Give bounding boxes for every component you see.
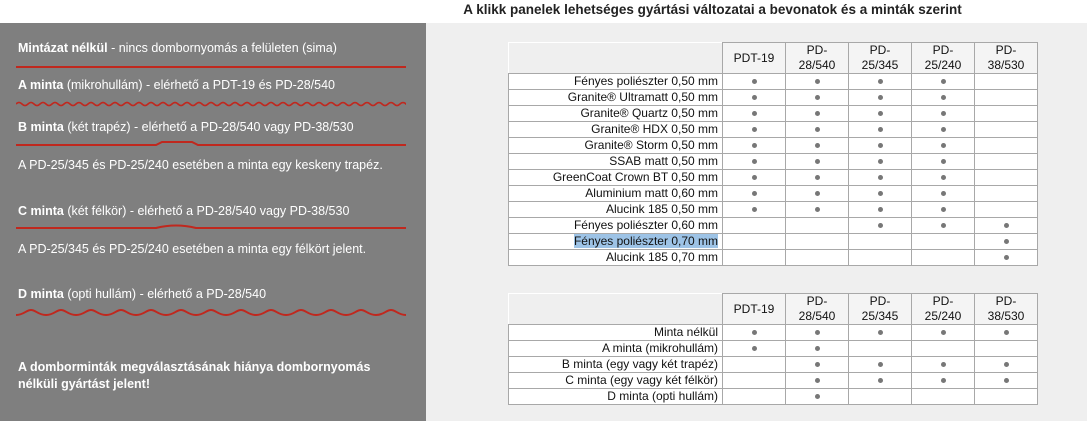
row-label — [509, 122, 723, 138]
availability-cell — [723, 357, 786, 373]
table-row — [509, 122, 1038, 138]
available-dot-icon — [752, 330, 757, 335]
availability-cell — [975, 250, 1038, 266]
pattern-table — [508, 293, 1038, 405]
availability-cell — [912, 202, 975, 218]
opti-wave-line-icon — [16, 309, 406, 317]
row-label-text: A minta (mikrohullám) — [601, 341, 718, 355]
page-title: A klikk panelek lehetséges gyártási változatai a bevonatok és a minták szerint — [463, 2, 962, 17]
availability-cell — [849, 389, 912, 405]
left-panel — [0, 23, 426, 421]
available-dot-icon — [752, 111, 757, 116]
availability-cell — [786, 202, 849, 218]
available-dot-icon — [815, 175, 820, 180]
available-dot-icon — [878, 378, 883, 383]
available-dot-icon — [815, 330, 820, 335]
available-dot-icon — [941, 362, 946, 367]
column-header: PD-38/530 — [975, 43, 1038, 74]
available-dot-icon — [1004, 223, 1009, 228]
availability-cell — [975, 218, 1038, 234]
row-label-text: Fényes poliészter 0,60 mm — [573, 218, 718, 232]
availability-cell — [975, 90, 1038, 106]
available-dot-icon — [878, 127, 883, 132]
availability-cell — [975, 154, 1038, 170]
row-label — [509, 202, 723, 218]
available-dot-icon — [941, 111, 946, 116]
pattern-b-text: B minta (két trapéz) - elérhető a PD-28/540 vagy PD-38/530 — [18, 120, 354, 134]
availability-cell — [723, 170, 786, 186]
available-dot-icon — [878, 111, 883, 116]
table-header-row — [509, 43, 1038, 74]
availability-cell — [723, 325, 786, 341]
availability-cell — [786, 154, 849, 170]
available-dot-icon — [815, 394, 820, 399]
available-dot-icon — [878, 191, 883, 196]
row-label-text: Granite® Storm 0,50 mm — [584, 138, 718, 152]
availability-cell — [786, 373, 849, 389]
available-dot-icon — [752, 127, 757, 132]
availability-cell — [912, 389, 975, 405]
row-label — [509, 373, 723, 389]
table-row — [509, 186, 1038, 202]
availability-cell — [723, 202, 786, 218]
table-row — [509, 373, 1038, 389]
availability-cell — [786, 170, 849, 186]
row-label-text: Granite® Quartz 0,50 mm — [580, 106, 718, 120]
row-label-text: D minta (opti hullám) — [607, 389, 718, 403]
row-label-text: Minta nélkül — [653, 325, 718, 339]
availability-cell — [849, 74, 912, 90]
availability-cell — [723, 389, 786, 405]
availability-cell — [849, 373, 912, 389]
table-row — [509, 154, 1038, 170]
row-label — [509, 170, 723, 186]
row-label — [509, 218, 723, 234]
available-dot-icon — [815, 191, 820, 196]
column-header: PDT-19 — [723, 43, 786, 74]
availability-cell — [849, 154, 912, 170]
availability-cell — [975, 122, 1038, 138]
availability-cell — [849, 170, 912, 186]
availability-cell — [912, 341, 975, 357]
available-dot-icon — [878, 362, 883, 367]
availability-cell — [912, 90, 975, 106]
column-header: PD-38/530 — [975, 294, 1038, 325]
availability-cell — [912, 357, 975, 373]
availability-cell — [912, 234, 975, 250]
column-header: PD-25/345 — [849, 43, 912, 74]
table-row — [509, 106, 1038, 122]
availability-cell — [723, 90, 786, 106]
available-dot-icon — [941, 175, 946, 180]
column-header: PD-28/540 — [786, 294, 849, 325]
pattern-a-text: A minta (mikrohullám) - elérhető a PDT-19 és PD-28/540 — [18, 78, 336, 92]
column-header: PD-25/240 — [912, 43, 975, 74]
available-dot-icon — [1004, 362, 1009, 367]
pattern-c-text: C minta (két félkör) - elérhető a PD-28/540 vagy PD-38/530 — [18, 204, 350, 218]
available-dot-icon — [941, 223, 946, 228]
availability-cell — [849, 138, 912, 154]
available-dot-icon — [815, 79, 820, 84]
availability-cell — [912, 250, 975, 266]
row-label-text: C minta (egy vagy két félkör) — [565, 373, 718, 387]
row-label-text: Granite® Ultramatt 0,50 mm — [567, 90, 718, 104]
available-dot-icon — [941, 79, 946, 84]
available-dot-icon — [1004, 255, 1009, 260]
row-label-text: Granite® HDX 0,50 mm — [591, 122, 718, 136]
availability-cell — [723, 218, 786, 234]
available-dot-icon — [815, 143, 820, 148]
row-label — [509, 106, 723, 122]
availability-cell — [975, 234, 1038, 250]
availability-cell — [723, 106, 786, 122]
available-dot-icon — [815, 207, 820, 212]
availability-cell — [786, 186, 849, 202]
table-row — [509, 325, 1038, 341]
table-row — [509, 90, 1038, 106]
availability-cell — [912, 154, 975, 170]
availability-cell — [786, 325, 849, 341]
availability-cell — [912, 106, 975, 122]
available-dot-icon — [878, 330, 883, 335]
availability-cell — [786, 234, 849, 250]
row-label — [509, 250, 723, 266]
trapezoid-line-icon — [16, 140, 406, 148]
availability-cell — [723, 341, 786, 357]
table-row — [509, 341, 1038, 357]
available-dot-icon — [941, 191, 946, 196]
available-dot-icon — [941, 378, 946, 383]
available-dot-icon — [941, 330, 946, 335]
available-dot-icon — [752, 159, 757, 164]
availability-cell — [849, 202, 912, 218]
available-dot-icon — [1004, 330, 1009, 335]
row-label-text: B minta (egy vagy két trapéz) — [561, 357, 718, 371]
available-dot-icon — [878, 223, 883, 228]
availability-cell — [912, 170, 975, 186]
availability-cell — [975, 325, 1038, 341]
right-panel — [426, 23, 1087, 421]
availability-cell — [786, 357, 849, 373]
header-blank — [509, 294, 723, 325]
available-dot-icon — [752, 207, 757, 212]
table-row — [509, 74, 1038, 90]
row-label-text: Aluminium matt 0,60 mm — [585, 186, 718, 200]
coating-table — [508, 42, 1038, 266]
availability-cell — [723, 154, 786, 170]
available-dot-icon — [815, 159, 820, 164]
availability-cell — [975, 202, 1038, 218]
pattern-b-note: A PD-25/345 és PD-25/240 esetében a minta egy keskeny trapéz. — [18, 158, 383, 172]
availability-cell — [849, 122, 912, 138]
available-dot-icon — [815, 346, 820, 351]
available-dot-icon — [815, 127, 820, 132]
row-label — [509, 325, 723, 341]
row-label-text: Fényes poliészter 0,50 mm — [573, 74, 718, 88]
available-dot-icon — [941, 207, 946, 212]
row-label-text: SSAB matt 0,50 mm — [609, 154, 718, 168]
availability-cell — [849, 186, 912, 202]
available-dot-icon — [941, 127, 946, 132]
availability-cell — [723, 74, 786, 90]
availability-cell — [912, 122, 975, 138]
availability-cell — [975, 373, 1038, 389]
available-dot-icon — [815, 111, 820, 116]
availability-cell — [912, 325, 975, 341]
pattern-c-note: A PD-25/345 és PD-25/240 esetében a minta egy félkört jelent. — [18, 242, 367, 256]
warning-note: A domborminták megválasztásának hiánya dombornyomás nélküli gyártást jelent! — [18, 360, 371, 391]
row-label — [509, 357, 723, 373]
available-dot-icon — [752, 143, 757, 148]
row-label-text: Alucink 185 0,50 mm — [605, 202, 718, 216]
availability-cell — [849, 218, 912, 234]
available-dot-icon — [752, 191, 757, 196]
available-dot-icon — [941, 95, 946, 100]
row-label — [509, 234, 723, 250]
row-label — [509, 341, 723, 357]
availability-cell — [786, 341, 849, 357]
table-row — [509, 218, 1038, 234]
table-row — [509, 357, 1038, 373]
row-label — [509, 74, 723, 90]
table-row — [509, 234, 1038, 250]
availability-cell — [912, 138, 975, 154]
table-row — [509, 250, 1038, 266]
available-dot-icon — [815, 378, 820, 383]
availability-cell — [975, 170, 1038, 186]
available-dot-icon — [941, 143, 946, 148]
availability-cell — [723, 138, 786, 154]
row-label — [509, 90, 723, 106]
availability-cell — [849, 90, 912, 106]
flat-line-icon — [16, 63, 406, 71]
availability-cell — [723, 373, 786, 389]
table-row — [509, 138, 1038, 154]
available-dot-icon — [878, 175, 883, 180]
availability-cell — [975, 186, 1038, 202]
table-row — [509, 202, 1038, 218]
availability-cell — [975, 357, 1038, 373]
availability-cell — [912, 74, 975, 90]
availability-cell — [849, 234, 912, 250]
table-row — [509, 170, 1038, 186]
availability-cell — [849, 357, 912, 373]
availability-cell — [975, 341, 1038, 357]
availability-cell — [723, 122, 786, 138]
availability-cell — [912, 373, 975, 389]
available-dot-icon — [878, 79, 883, 84]
available-dot-icon — [752, 346, 757, 351]
availability-cell — [975, 138, 1038, 154]
column-header: PD-25/345 — [849, 294, 912, 325]
column-header: PD-28/540 — [786, 43, 849, 74]
availability-cell — [849, 106, 912, 122]
availability-cell — [786, 218, 849, 234]
availability-cell — [849, 250, 912, 266]
semicircle-line-icon — [16, 223, 406, 231]
table-header-row — [509, 294, 1038, 325]
availability-cell — [975, 106, 1038, 122]
availability-cell — [786, 389, 849, 405]
available-dot-icon — [1004, 378, 1009, 383]
availability-cell — [912, 186, 975, 202]
row-label — [509, 154, 723, 170]
availability-cell — [786, 250, 849, 266]
available-dot-icon — [815, 95, 820, 100]
availability-cell — [786, 138, 849, 154]
row-label — [509, 138, 723, 154]
row-label-text: Fényes poliészter 0,70 mm — [573, 234, 718, 248]
available-dot-icon — [878, 95, 883, 100]
availability-cell — [723, 250, 786, 266]
available-dot-icon — [752, 79, 757, 84]
available-dot-icon — [752, 95, 757, 100]
available-dot-icon — [941, 159, 946, 164]
header-blank — [509, 43, 723, 74]
column-header: PD-25/240 — [912, 294, 975, 325]
column-header: PDT-19 — [723, 294, 786, 325]
pattern-d-text: D minta (opti hullám) - elérhető a PD-28/540 — [18, 287, 267, 301]
available-dot-icon — [1004, 239, 1009, 244]
availability-cell — [975, 389, 1038, 405]
row-label-text: Alucink 185 0,70 mm — [605, 250, 718, 264]
available-dot-icon — [878, 159, 883, 164]
availability-cell — [786, 122, 849, 138]
row-label — [509, 389, 723, 405]
row-label-text: GreenCoat Crown BT 0,50 mm — [552, 170, 718, 184]
available-dot-icon — [815, 362, 820, 367]
row-label — [509, 186, 723, 202]
pattern-none-text: Mintázat nélkül - nincs dombornyomás a felületen (sima) — [18, 41, 337, 55]
available-dot-icon — [878, 143, 883, 148]
microwave-line-icon — [16, 100, 406, 108]
availability-cell — [786, 90, 849, 106]
availability-cell — [786, 106, 849, 122]
availability-cell — [849, 341, 912, 357]
availability-cell — [912, 218, 975, 234]
availability-cell — [849, 325, 912, 341]
availability-cell — [975, 74, 1038, 90]
available-dot-icon — [752, 175, 757, 180]
available-dot-icon — [878, 207, 883, 212]
availability-cell — [786, 74, 849, 90]
table-row — [509, 389, 1038, 405]
availability-cell — [723, 186, 786, 202]
availability-cell — [723, 234, 786, 250]
